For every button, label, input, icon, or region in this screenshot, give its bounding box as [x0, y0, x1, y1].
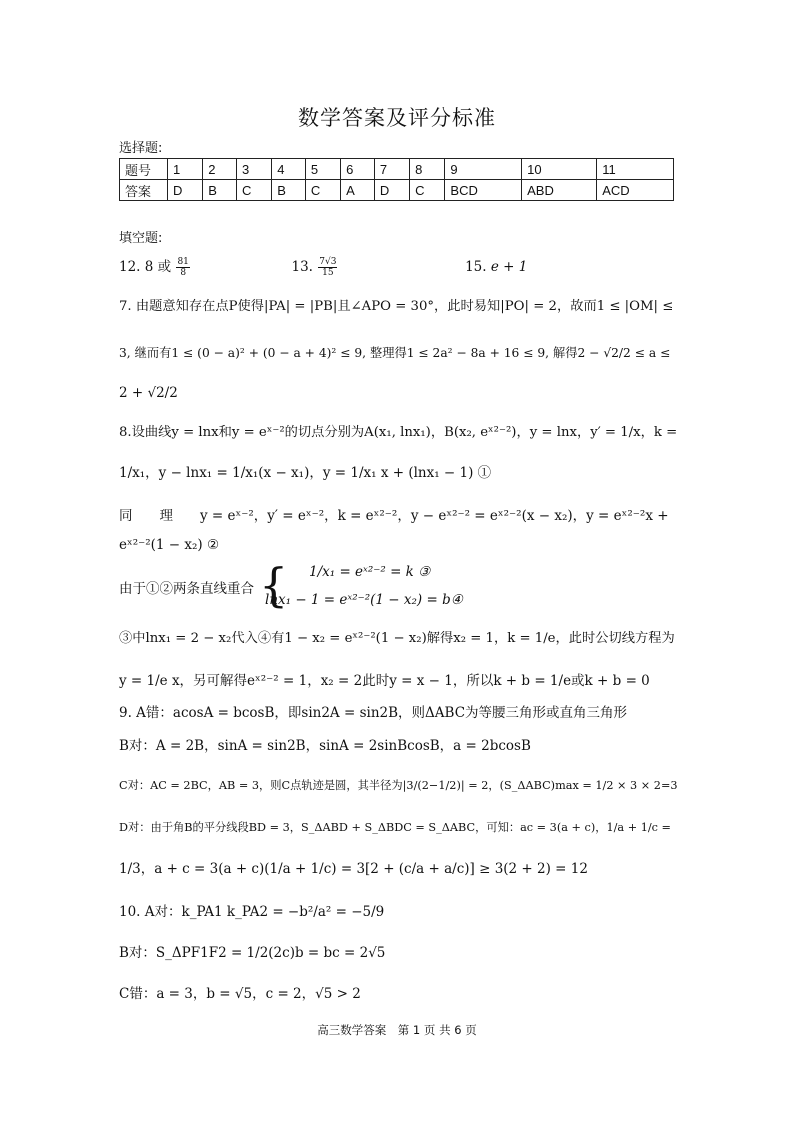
- q12-prefix: 12. 8 或: [119, 259, 172, 275]
- table-row-numbers: [120, 159, 674, 180]
- table-cell: 9: [445, 159, 522, 180]
- solution-line: 1/x₁，y − lnx₁ = 1/x₁(x − x₁)，y = 1/x₁ x + (lnx₁ − 1) ①: [119, 465, 492, 481]
- table-cell: C: [236, 180, 271, 201]
- table-cell: 2: [203, 159, 237, 180]
- q15-prefix: 15.: [465, 259, 487, 275]
- table-cell: B: [203, 180, 237, 201]
- system-label: 由于①②两条直线重合: [119, 581, 254, 597]
- table-head-answer: 答案: [120, 180, 168, 201]
- table-cell: C: [305, 180, 340, 201]
- table-cell: 6: [341, 159, 375, 180]
- table-head-number: 题号: [120, 159, 168, 180]
- fill-answers: [119, 257, 679, 278]
- solution-line: 2 + √2/2: [119, 385, 178, 401]
- table-row-answers: [120, 180, 674, 201]
- q15-answer: e + 1: [490, 259, 528, 275]
- q13-prefix: 13.: [291, 259, 313, 275]
- table-cell: ACD: [597, 180, 674, 201]
- page-title: 数学答案及评分标准: [298, 106, 496, 130]
- table-cell: ABD: [522, 180, 597, 201]
- table-cell: B: [272, 180, 306, 201]
- system-of-equations: [119, 558, 679, 612]
- solution-line: 8.设曲线y = lnx和y = eˣ⁻²的切点分别为A(x₁, lnx₁)，B(x₂, eˣ²⁻²)，y = lnx，y′ = 1/x，k =: [119, 425, 678, 440]
- solution-line: ③中lnx₁ = 2 − x₂代入④有1 − x₂ = eˣ²⁻²(1 − x₂)解得x₂ = 1，k = 1/e，此时公切线方程为: [119, 631, 675, 646]
- table-cell: 1: [168, 159, 203, 180]
- solution-line: 10. A对：k_PA1 k_PA2 = −b²/a² = −5/9: [119, 904, 385, 920]
- solution-line: 1/3，a + c = 3(a + c)(1/a + 1/c) = 3[2 + (c/a + a/c)] ≥ 3(2 + 2) = 12: [119, 861, 588, 877]
- solution-line: B对：A = 2B，sinA = sin2B，sinA = 2sinBcosB，a = 2bcosB: [119, 738, 531, 754]
- solution-line: 7. 由题意知存在点P使得|PA| = |PB|且∠APO = 30°，此时易知|PO| = 2，故而1 ≤ |OM| ≤: [119, 299, 674, 314]
- table-cell: 10: [522, 159, 597, 180]
- table-cell: D: [374, 180, 409, 201]
- choice-section-label: 选择题:: [119, 141, 163, 156]
- table-cell: 11: [597, 159, 674, 180]
- table-cell: 3: [236, 159, 271, 180]
- table-cell: 8: [410, 159, 445, 180]
- solution-line: B对：S_ΔPF1F2 = 1/2(2c)b = bc = 2√5: [119, 945, 386, 961]
- table-cell: 4: [272, 159, 306, 180]
- solution-line: y = 1/e x，另可解得eˣ²⁻² = 1，x₂ = 2此时y = x − 1，所以k + b = 1/e或k + b = 0: [119, 673, 650, 689]
- table-cell: 5: [305, 159, 340, 180]
- system-row-1: 1/x₁ = eˣ²⁻² = k ③: [309, 564, 431, 580]
- table-cell: BCD: [445, 180, 522, 201]
- q13-fraction: $\frac{7√3}{15}$: [319, 257, 337, 278]
- solution-line: C对：AC = 2BC，AB = 3，则C点轨迹是圆，其半径为|3/(2−1/2)| = 2，(S_ΔABC)max = 1/2 × 3 × 2=3: [119, 779, 678, 792]
- q12-fraction: $\frac{81}{8}$: [177, 257, 189, 278]
- solution-line: D对：由于角B的平分线段BD = 3，S_ΔABD + S_ΔBDC = S_ΔABC，可知：ac = 3(a + c)，1/a + 1/c =: [119, 821, 671, 834]
- page-footer: 高三数学答案 第 1 页 共 6 页: [317, 1023, 477, 1037]
- table-cell: D: [168, 180, 203, 201]
- left-brace: {: [259, 558, 289, 612]
- solution-line: 3, 继而有1 ≤ (0 − a)² + (0 − a + 4)² ≤ 9, 整理得1 ≤ 2a² − 8a + 16 ≤ 9, 解得2 − √2/2 ≤ a ≤: [119, 346, 671, 360]
- answer-table: [119, 158, 674, 201]
- table-cell: C: [410, 180, 445, 201]
- solution-line: 同 理 y = eˣ⁻²，y′ = eˣ⁻²，k = eˣ²⁻²，y − eˣ²⁻² = eˣ²⁻²(x − x₂)，y = eˣ²⁻²x +: [119, 508, 669, 524]
- fill-section-label: 填空题:: [119, 231, 163, 246]
- solution-line: 9. A错：acosA = bcosB，即sin2A = sin2B，则ΔABC为等腰三角形或直角三角形: [119, 705, 628, 721]
- solution-line: C错：a = 3，b = √5，c = 2，√5 > 2: [119, 986, 361, 1002]
- system-row-2: lnx₁ − 1 = eˣ²⁻²(1 − x₂) = b④: [265, 592, 463, 608]
- solution-line: eˣ²⁻²(1 − x₂) ②: [119, 537, 220, 553]
- table-cell: A: [341, 180, 375, 201]
- table-cell: 7: [374, 159, 409, 180]
